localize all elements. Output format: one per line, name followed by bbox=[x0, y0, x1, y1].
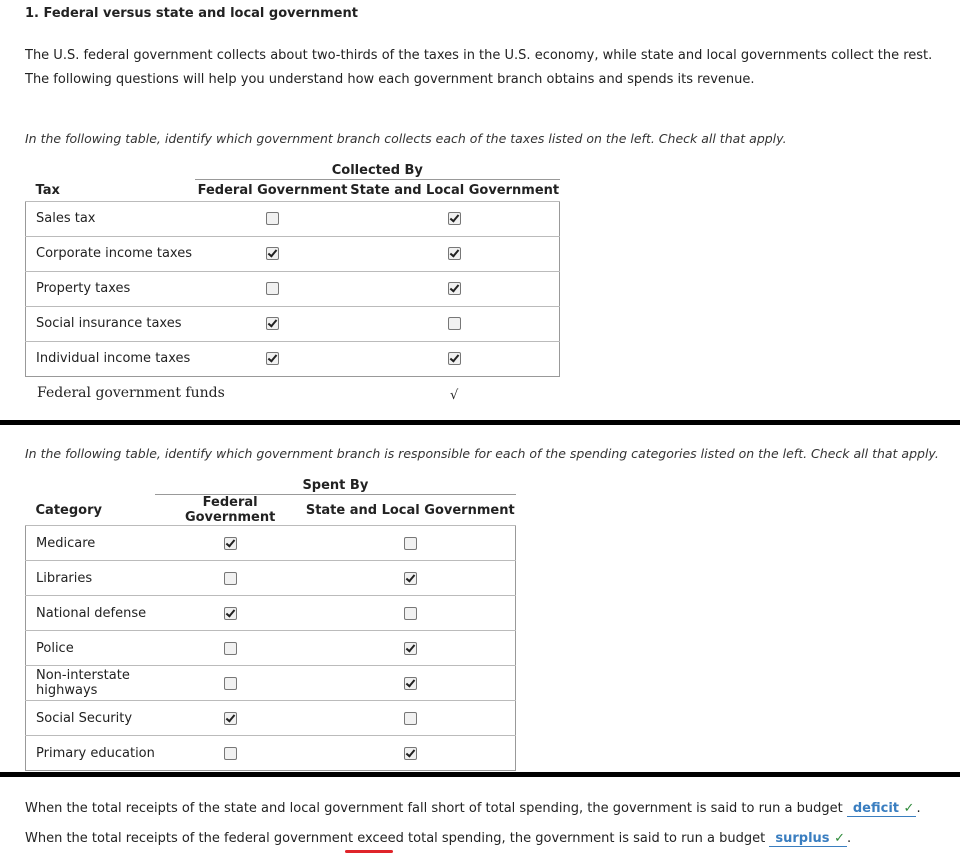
spending-row-label: Primary education bbox=[26, 736, 156, 771]
spending-row bbox=[26, 526, 516, 561]
spending-state-checkbox[interactable] bbox=[404, 712, 417, 725]
spending-federal-checkbox[interactable] bbox=[224, 642, 237, 655]
spending-col-item: Category bbox=[35, 502, 102, 518]
spending-row bbox=[26, 736, 516, 771]
spending-state-checkbox[interactable] bbox=[404, 572, 417, 585]
taxes-federal-checkbox[interactable] bbox=[266, 317, 279, 330]
spending-row bbox=[26, 596, 516, 631]
spending-federal-checkbox[interactable] bbox=[224, 712, 237, 725]
taxes-row bbox=[26, 271, 560, 306]
answer-dropdown-2[interactable]: surplus ✓ bbox=[769, 831, 847, 847]
spending-row-label: Medicare bbox=[26, 526, 156, 561]
taxes-row-label: Property taxes bbox=[26, 271, 196, 306]
spending-state-checkbox[interactable] bbox=[404, 537, 417, 550]
taxes-state-checkbox[interactable] bbox=[448, 317, 461, 330]
spending-col-federal: Federal Government bbox=[184, 495, 276, 525]
spending-row-label: Libraries bbox=[26, 561, 156, 596]
spending-state-checkbox[interactable] bbox=[404, 607, 417, 620]
answer-dropdown-1[interactable]: deficit ✓ bbox=[847, 801, 917, 817]
taxes-federal-checkbox[interactable] bbox=[266, 212, 279, 225]
section-divider bbox=[0, 420, 960, 425]
federal-funds-mark: √ bbox=[450, 388, 459, 403]
taxes-col-federal: Federal Government bbox=[197, 182, 348, 198]
spending-row bbox=[26, 701, 516, 736]
budget-sentence-1: When the total receipts of the state and local government fall short of total spending, the government is said to run a budget deficit ✓ . bbox=[25, 801, 921, 816]
taxes-group-header: Collected By bbox=[195, 162, 559, 180]
taxes-row bbox=[26, 201, 560, 236]
spending-row bbox=[26, 561, 516, 596]
taxes-state-checkbox[interactable] bbox=[448, 352, 461, 365]
spending-federal-checkbox[interactable] bbox=[224, 677, 237, 690]
spending-federal-checkbox[interactable] bbox=[224, 747, 237, 760]
taxes-row bbox=[26, 306, 560, 341]
spending-federal-checkbox[interactable] bbox=[224, 572, 237, 585]
intro-paragraph: The U.S. federal government collects about two-thirds of the taxes in the U.S. economy, while state and local governments collect the rest. The following questions will help you understand how each government branch obtains and spends its revenue. bbox=[25, 48, 933, 87]
taxes-instruction: In the following table, identify which government branch collects each of the taxes listed on the left. Check all that apply. bbox=[25, 131, 787, 146]
correct-check-icon: ✓ bbox=[834, 831, 845, 846]
taxes-row-label: Corporate income taxes bbox=[26, 236, 196, 271]
taxes-state-checkbox[interactable] bbox=[448, 247, 461, 260]
spending-row-label: Non-interstate highways bbox=[26, 666, 156, 701]
spellcheck-underline bbox=[345, 850, 393, 853]
spending-row bbox=[26, 666, 516, 701]
taxes-col-state: State and Local Government bbox=[350, 182, 560, 198]
taxes-table bbox=[25, 162, 560, 377]
taxes-row-label: Individual income taxes bbox=[26, 341, 196, 376]
spending-group-header: Spent By bbox=[155, 477, 515, 495]
correct-check-icon: ✓ bbox=[903, 801, 915, 816]
spending-table bbox=[25, 477, 516, 771]
spending-federal-checkbox[interactable] bbox=[224, 607, 237, 620]
taxes-col-item: Tax bbox=[35, 182, 60, 198]
spending-state-checkbox[interactable] bbox=[404, 677, 417, 690]
spending-state-checkbox[interactable] bbox=[404, 642, 417, 655]
taxes-row-label: Social insurance taxes bbox=[26, 306, 196, 341]
spending-instruction: In the following table, identify which government branch is responsible for each of the spending categories listed on the left. Check all that apply. bbox=[25, 446, 939, 461]
spending-row-label: Police bbox=[26, 631, 156, 666]
taxes-row bbox=[26, 341, 560, 376]
spending-federal-checkbox[interactable] bbox=[224, 537, 237, 550]
spending-state-checkbox[interactable] bbox=[404, 747, 417, 760]
section-divider bbox=[0, 772, 960, 777]
federal-funds-label: Federal government funds bbox=[37, 385, 225, 401]
taxes-row-label: Sales tax bbox=[26, 201, 196, 236]
spending-row bbox=[26, 631, 516, 666]
misspelled-word: exceed bbox=[357, 831, 404, 846]
taxes-federal-checkbox[interactable] bbox=[266, 282, 279, 295]
taxes-state-checkbox[interactable] bbox=[448, 282, 461, 295]
spending-row-label: Social Security bbox=[26, 701, 156, 736]
taxes-federal-checkbox[interactable] bbox=[266, 247, 279, 260]
taxes-row bbox=[26, 236, 560, 271]
taxes-state-checkbox[interactable] bbox=[448, 212, 461, 225]
taxes-federal-checkbox[interactable] bbox=[266, 352, 279, 365]
spending-col-state: State and Local Government bbox=[305, 502, 515, 518]
spending-row-label: National defense bbox=[26, 596, 156, 631]
budget-sentence-2: When the total receipts of the federal government exceed total spending, the government is said to run a budget surplus ✓ . bbox=[25, 831, 852, 846]
question-title: 1. Federal versus state and local government bbox=[25, 6, 358, 21]
